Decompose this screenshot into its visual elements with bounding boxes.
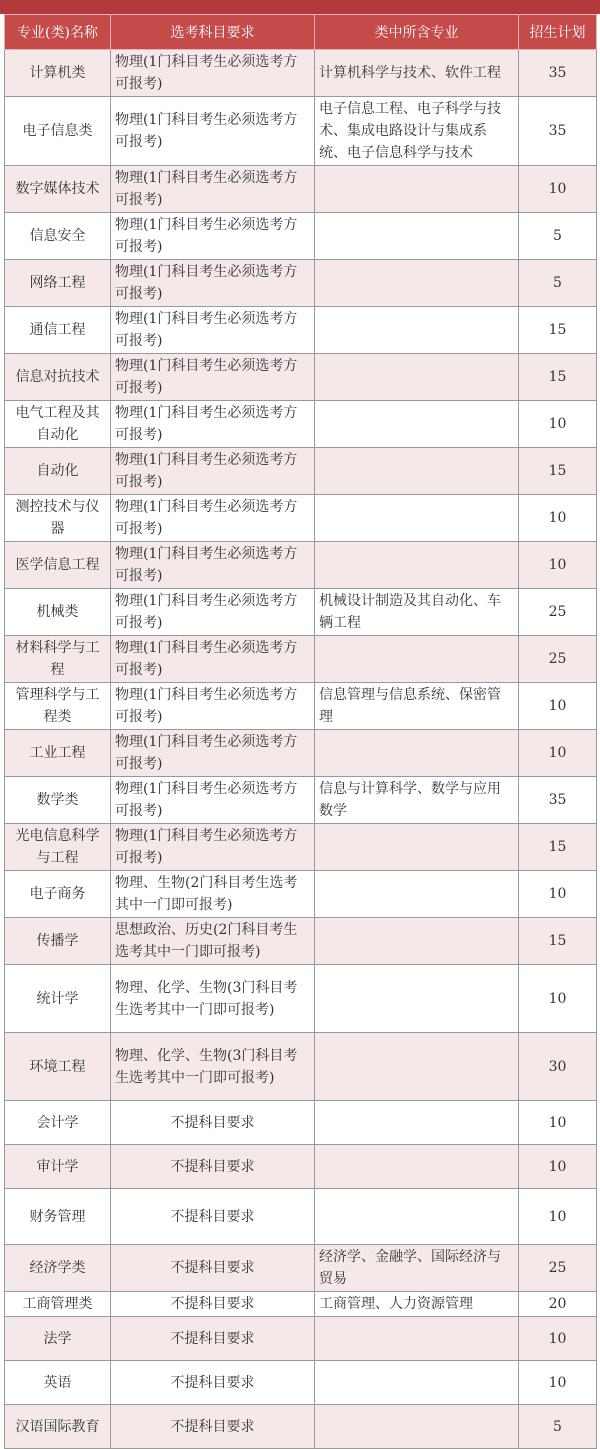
enrollment-plan-cell: 10	[519, 965, 597, 1033]
subject-requirement-cell: 不提科目要求	[111, 1405, 315, 1449]
enrollment-plan-cell: 15	[519, 918, 597, 965]
subject-requirement-cell: 不提科目要求	[111, 1101, 315, 1145]
included-majors-cell	[315, 1405, 519, 1449]
major-name-cell: 测控技术与仪器	[5, 495, 111, 542]
enrollment-plan-cell: 10	[519, 495, 597, 542]
major-name-cell: 传播学	[5, 918, 111, 965]
subject-requirement-cell: 不提科目要求	[111, 1189, 315, 1245]
subject-requirement-cell: 不提科目要求	[111, 1361, 315, 1405]
major-name-cell: 计算机类	[5, 50, 111, 97]
included-majors-cell	[315, 1361, 519, 1405]
table-row	[5, 50, 597, 97]
table-row	[5, 918, 597, 965]
subject-requirement-cell: 物理、化学、生物(3门科目考生选考其中一门即可报考)	[111, 965, 315, 1033]
table-row	[5, 1317, 597, 1361]
table-row	[5, 1101, 597, 1145]
table-row	[5, 166, 597, 213]
subject-requirement-cell: 不提科目要求	[111, 1317, 315, 1361]
major-name-cell: 审计学	[5, 1145, 111, 1189]
subject-requirement-cell: 思想政治、历史(2门科目考生选考其中一门即可报考)	[111, 918, 315, 965]
included-majors-cell	[315, 965, 519, 1033]
subject-requirement-cell: 物理(1门科目考生必须选考方可报考)	[111, 97, 315, 166]
included-majors-cell: 经济学、金融学、国际经济与贸易	[315, 1245, 519, 1292]
subject-requirement-cell: 不提科目要求	[111, 1145, 315, 1189]
major-name-cell: 会计学	[5, 1101, 111, 1145]
subject-requirement-cell: 物理(1门科目考生必须选考方可报考)	[111, 448, 315, 495]
subject-requirement-cell: 不提科目要求	[111, 1245, 315, 1292]
included-majors-cell	[315, 1033, 519, 1101]
included-majors-cell	[315, 918, 519, 965]
enrollment-plan-cell: 5	[519, 1405, 597, 1449]
subject-requirement-cell: 物理(1门科目考生必须选考方可报考)	[111, 683, 315, 730]
subject-requirement-cell: 物理、化学、生物(3门科目考生选考其中一门即可报考)	[111, 1033, 315, 1101]
major-name-cell: 网络工程	[5, 260, 111, 307]
major-name-cell: 电子商务	[5, 871, 111, 918]
included-majors-cell: 计算机科学与技术、软件工程	[315, 50, 519, 97]
table-row	[5, 260, 597, 307]
included-majors-cell	[315, 824, 519, 871]
table-row	[5, 683, 597, 730]
included-majors-cell	[315, 307, 519, 354]
table-row	[5, 448, 597, 495]
enrollment-plan-cell: 35	[519, 777, 597, 824]
included-majors-cell: 工商管理、人力资源管理	[315, 1292, 519, 1317]
table-row	[5, 777, 597, 824]
top-banner-strip	[0, 0, 600, 14]
subject-requirement-cell: 物理(1门科目考生必须选考方可报考)	[111, 777, 315, 824]
table-row	[5, 542, 597, 589]
enrollment-plan-cell: 10	[519, 1361, 597, 1405]
header-major-name: 专业(类)名称	[5, 15, 111, 50]
subject-requirement-cell: 物理(1门科目考生必须选考方可报考)	[111, 636, 315, 683]
included-majors-cell	[315, 636, 519, 683]
enrollment-plan-cell: 10	[519, 871, 597, 918]
included-majors-cell	[315, 871, 519, 918]
subject-requirement-cell: 物理(1门科目考生必须选考方可报考)	[111, 50, 315, 97]
major-name-cell: 统计学	[5, 965, 111, 1033]
header-subject-requirement: 选考科目要求	[111, 15, 315, 50]
header-enrollment-plan: 招生计划	[519, 15, 597, 50]
enrollment-plan-cell: 10	[519, 542, 597, 589]
table-row	[5, 1361, 597, 1405]
enrollment-plan-cell: 10	[519, 401, 597, 448]
table-row	[5, 871, 597, 918]
table-row	[5, 1189, 597, 1245]
table-row	[5, 97, 597, 166]
subject-requirement-cell: 物理(1门科目考生必须选考方可报考)	[111, 589, 315, 636]
subject-requirement-cell: 物理(1门科目考生必须选考方可报考)	[111, 730, 315, 777]
enrollment-plan-cell: 20	[519, 1292, 597, 1317]
included-majors-cell	[315, 1317, 519, 1361]
enrollment-plan-cell: 10	[519, 730, 597, 777]
subject-requirement-cell: 物理(1门科目考生必须选考方可报考)	[111, 213, 315, 260]
subject-requirement-cell: 物理(1门科目考生必须选考方可报考)	[111, 542, 315, 589]
enrollment-plan-cell: 15	[519, 448, 597, 495]
subject-requirement-cell: 物理(1门科目考生必须选考方可报考)	[111, 824, 315, 871]
table-row	[5, 965, 597, 1033]
included-majors-cell	[315, 354, 519, 401]
included-majors-cell	[315, 401, 519, 448]
table-row	[5, 1145, 597, 1189]
enrollment-plan-cell: 35	[519, 97, 597, 166]
table-body	[5, 50, 597, 1449]
enrollment-plan-cell: 25	[519, 1245, 597, 1292]
included-majors-cell: 信息管理与信息系统、保密管理	[315, 683, 519, 730]
major-name-cell: 电子信息类	[5, 97, 111, 166]
major-name-cell: 数字媒体技术	[5, 166, 111, 213]
enrollment-plan-cell: 35	[519, 50, 597, 97]
major-name-cell: 工商管理类	[5, 1292, 111, 1317]
subject-requirement-cell: 物理(1门科目考生必须选考方可报考)	[111, 166, 315, 213]
enrollment-plan-cell: 15	[519, 824, 597, 871]
enrollment-plan-cell: 15	[519, 354, 597, 401]
table-row	[5, 307, 597, 354]
subject-requirement-cell: 物理(1门科目考生必须选考方可报考)	[111, 307, 315, 354]
subject-requirement-cell: 物理(1门科目考生必须选考方可报考)	[111, 401, 315, 448]
major-name-cell: 医学信息工程	[5, 542, 111, 589]
major-name-cell: 自动化	[5, 448, 111, 495]
major-name-cell: 工业工程	[5, 730, 111, 777]
subject-requirement-cell: 物理、生物(2门科目考生选考其中一门即可报考)	[111, 871, 315, 918]
subject-requirement-cell: 物理(1门科目考生必须选考方可报考)	[111, 495, 315, 542]
included-majors-cell	[315, 448, 519, 495]
major-name-cell: 光电信息科学与工程	[5, 824, 111, 871]
major-name-cell: 通信工程	[5, 307, 111, 354]
major-name-cell: 管理科学与工程类	[5, 683, 111, 730]
included-majors-cell	[315, 542, 519, 589]
subject-requirement-cell: 物理(1门科目考生必须选考方可报考)	[111, 260, 315, 307]
major-name-cell: 材料科学与工程	[5, 636, 111, 683]
table-row	[5, 1033, 597, 1101]
major-name-cell: 经济学类	[5, 1245, 111, 1292]
table-row	[5, 824, 597, 871]
major-name-cell: 英语	[5, 1361, 111, 1405]
enrollment-plan-cell: 25	[519, 589, 597, 636]
admission-plan-table	[4, 14, 597, 1449]
major-name-cell: 信息安全	[5, 213, 111, 260]
included-majors-cell	[315, 495, 519, 542]
enrollment-plan-cell: 10	[519, 1189, 597, 1245]
table-row	[5, 1405, 597, 1449]
table-row	[5, 213, 597, 260]
table-row	[5, 636, 597, 683]
subject-requirement-cell: 不提科目要求	[111, 1292, 315, 1317]
major-name-cell: 机械类	[5, 589, 111, 636]
included-majors-cell	[315, 1189, 519, 1245]
enrollment-plan-cell: 10	[519, 1317, 597, 1361]
subject-requirement-cell: 物理(1门科目考生必须选考方可报考)	[111, 354, 315, 401]
included-majors-cell: 电子信息工程、电子科学与技术、集成电路设计与集成系统、电子信息科学与技术	[315, 97, 519, 166]
enrollment-plan-cell: 5	[519, 213, 597, 260]
major-name-cell: 法学	[5, 1317, 111, 1361]
enrollment-plan-cell: 10	[519, 1101, 597, 1145]
enrollment-plan-cell: 10	[519, 1145, 597, 1189]
included-majors-cell	[315, 1145, 519, 1189]
table-row	[5, 1245, 597, 1292]
enrollment-plan-cell: 15	[519, 307, 597, 354]
included-majors-cell	[315, 213, 519, 260]
table-row	[5, 354, 597, 401]
included-majors-cell	[315, 730, 519, 777]
major-name-cell: 电气工程及其自动化	[5, 401, 111, 448]
included-majors-cell: 信息与计算科学、数学与应用数学	[315, 777, 519, 824]
major-name-cell: 财务管理	[5, 1189, 111, 1245]
table-row	[5, 1292, 597, 1317]
major-name-cell: 信息对抗技术	[5, 354, 111, 401]
major-name-cell: 环境工程	[5, 1033, 111, 1101]
enrollment-plan-cell: 10	[519, 683, 597, 730]
included-majors-cell	[315, 1101, 519, 1145]
table-row	[5, 589, 597, 636]
enrollment-plan-cell: 5	[519, 260, 597, 307]
table-header-row	[5, 15, 597, 50]
included-majors-cell	[315, 166, 519, 213]
enrollment-plan-cell: 30	[519, 1033, 597, 1101]
table-row	[5, 401, 597, 448]
enrollment-plan-cell: 10	[519, 166, 597, 213]
included-majors-cell: 机械设计制造及其自动化、车辆工程	[315, 589, 519, 636]
table-row	[5, 495, 597, 542]
major-name-cell: 汉语国际教育	[5, 1405, 111, 1449]
major-name-cell: 数学类	[5, 777, 111, 824]
enrollment-plan-cell: 25	[519, 636, 597, 683]
table-row	[5, 730, 597, 777]
included-majors-cell	[315, 260, 519, 307]
header-included-majors: 类中所含专业	[315, 15, 519, 50]
